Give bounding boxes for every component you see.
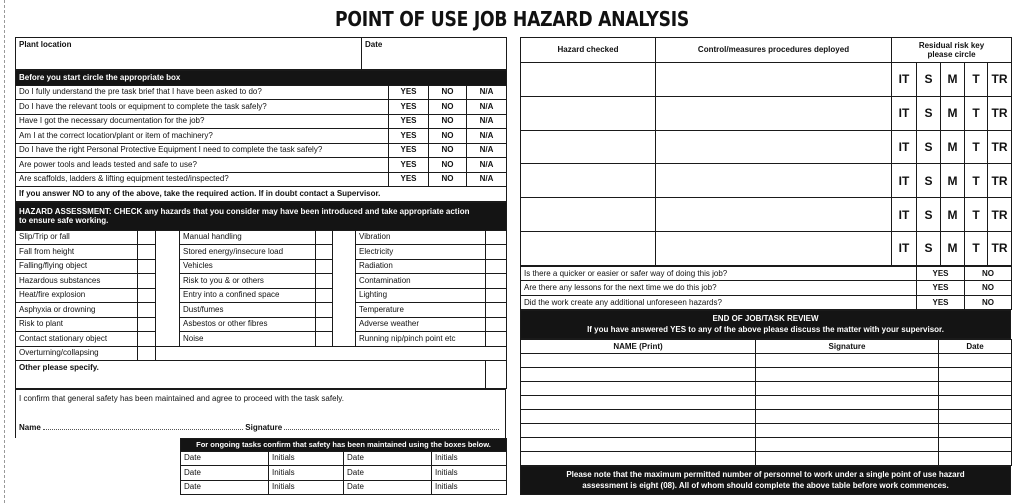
hazard-label: Radiation xyxy=(356,259,486,274)
other-checkbox[interactable] xyxy=(486,361,507,389)
ongoing-row xyxy=(181,451,507,466)
answer-yes[interactable]: YES xyxy=(389,172,429,187)
checklist-question: Am I at the correct location/plant or item of machinery? xyxy=(16,129,389,144)
hazard-checkbox[interactable] xyxy=(316,288,333,303)
checklist-question: Do I have the relevant tools or equipment to complete the task safely? xyxy=(16,100,389,115)
hazard-control-row xyxy=(521,96,1012,130)
ongoing-initials-cell[interactable]: Initials xyxy=(432,480,507,495)
hazard-label: Asbestos or other fibres xyxy=(180,317,316,332)
ongoing-initials-cell[interactable]: Initials xyxy=(432,451,507,466)
risk-key-m[interactable]: M xyxy=(941,164,965,198)
ongoing-date-cell[interactable]: Date xyxy=(181,451,269,466)
hazard-spacer xyxy=(333,317,356,332)
risk-key-t[interactable]: T xyxy=(965,63,988,97)
risk-key-t[interactable]: T xyxy=(965,198,988,232)
hazard-label: Running nip/pinch point etc xyxy=(356,332,486,347)
personnel-row xyxy=(521,382,1012,396)
hazard-checkbox[interactable] xyxy=(486,274,507,289)
date-cell[interactable] xyxy=(939,368,1012,382)
no-answer-note: If you answer NO to any of the above, take the required action. If in doubt contact a Supervisor. xyxy=(16,187,507,202)
hazard-checkbox[interactable] xyxy=(486,317,507,332)
control-measures-cell[interactable] xyxy=(656,231,892,265)
answer-na[interactable]: N/A xyxy=(467,85,507,100)
hazard-checkbox[interactable] xyxy=(316,317,333,332)
answer-no[interactable]: NO xyxy=(429,129,467,144)
hazard-empty xyxy=(156,346,507,361)
ongoing-row xyxy=(181,466,507,481)
hazard-label: Risk to you & or others xyxy=(180,274,316,289)
control-measures-cell[interactable] xyxy=(656,96,892,130)
hazard-label: Asphyxia or drowning xyxy=(16,303,138,318)
signature-label: Signature xyxy=(245,423,283,432)
answer-yes[interactable]: YES xyxy=(389,85,429,100)
name-cell[interactable] xyxy=(521,396,756,410)
risk-key-tr[interactable]: TR xyxy=(988,96,1012,130)
risk-key-tr[interactable]: TR xyxy=(988,198,1012,232)
hazard-label: Stored energy/insecure load xyxy=(180,245,316,260)
hazard-checkbox[interactable] xyxy=(138,230,156,245)
col-signature: Signature xyxy=(756,340,939,354)
hazard-checkbox[interactable] xyxy=(486,230,507,245)
name-cell[interactable] xyxy=(521,382,756,396)
hazard-spacer xyxy=(333,332,356,347)
hazard-spacer xyxy=(333,274,356,289)
risk-key-m[interactable]: M xyxy=(941,63,965,97)
hazard-row xyxy=(16,317,507,332)
hazard-row xyxy=(16,259,507,274)
risk-key-t[interactable]: T xyxy=(965,231,988,265)
review-questions-table xyxy=(520,266,1012,311)
hazard-row xyxy=(16,346,507,361)
risk-key-s[interactable]: S xyxy=(917,96,941,130)
review-no[interactable]: NO xyxy=(965,281,1012,296)
name-label: Name xyxy=(19,423,41,432)
hazard-row xyxy=(16,332,507,347)
ongoing-date-cell[interactable]: Date xyxy=(344,451,432,466)
checklist-row xyxy=(16,85,507,100)
footer-line-2: assessment is eight (08). All of whom should complete the above table before work commences. xyxy=(582,480,949,490)
hazard-label: Heat/fire explosion xyxy=(16,288,138,303)
risk-key-s[interactable]: S xyxy=(917,130,941,164)
review-row xyxy=(521,281,1012,296)
risk-key-tr[interactable]: TR xyxy=(988,231,1012,265)
personnel-limit-note xyxy=(521,467,1011,495)
answer-yes[interactable]: YES xyxy=(389,143,429,158)
hazard-row xyxy=(16,274,507,289)
please-circle-label: please circle xyxy=(927,50,976,59)
end-review-title: END OF JOB/TASK REVIEW xyxy=(712,314,819,324)
answer-na[interactable]: N/A xyxy=(467,172,507,187)
answer-yes[interactable]: YES xyxy=(389,114,429,129)
review-yes[interactable]: YES xyxy=(917,281,965,296)
hazard-checkbox[interactable] xyxy=(316,332,333,347)
col-residual-risk xyxy=(892,38,1012,63)
date-cell[interactable] xyxy=(939,452,1012,466)
signature-cell[interactable] xyxy=(756,354,939,368)
answer-no[interactable]: NO xyxy=(429,100,467,115)
risk-key-t[interactable]: T xyxy=(965,164,988,198)
answer-no[interactable]: NO xyxy=(429,158,467,173)
hazard-checked-cell[interactable] xyxy=(521,96,656,130)
answer-no[interactable]: NO xyxy=(429,172,467,187)
personnel-table xyxy=(520,339,1012,466)
hazard-header-line-1: HAZARD ASSESSMENT: CHECK any hazards that you consider may have been introduced and take appropriate action xyxy=(19,206,470,216)
review-question: Is there a quicker or easier or safer way of doing this job? xyxy=(521,266,917,281)
hazard-checked-cell[interactable] xyxy=(521,198,656,232)
right-panel xyxy=(520,37,1011,495)
risk-key-m[interactable]: M xyxy=(941,130,965,164)
hazard-control-row xyxy=(521,63,1012,97)
col-control-measures: Control/measures procedures deployed xyxy=(656,38,892,63)
hazard-spacer xyxy=(156,259,180,274)
hazard-checkbox[interactable] xyxy=(486,332,507,347)
hazard-spacer xyxy=(156,230,180,245)
hazard-spacer xyxy=(156,317,180,332)
other-specify-field[interactable] xyxy=(16,361,486,389)
ongoing-header: For ongoing tasks confirm that safety has been maintained using the boxes below. xyxy=(181,438,507,451)
checklist-row xyxy=(16,143,507,158)
hazard-control-row xyxy=(521,198,1012,232)
date-cell[interactable] xyxy=(939,382,1012,396)
risk-key-t[interactable]: T xyxy=(965,130,988,164)
hazard-label: Fall from height xyxy=(16,245,138,260)
hazard-label: Vehicles xyxy=(180,259,316,274)
before-start-header: Before you start circle the appropriate box xyxy=(16,71,507,86)
confirmation-box xyxy=(16,390,506,438)
risk-key-m[interactable]: M xyxy=(941,96,965,130)
risk-key-s[interactable]: S xyxy=(917,63,941,97)
hazard-control-row xyxy=(521,164,1012,198)
risk-key-it[interactable]: IT xyxy=(892,198,917,232)
hazard-label: Electricity xyxy=(356,245,486,260)
signature-cell[interactable] xyxy=(756,438,939,452)
hazard-checked-cell[interactable] xyxy=(521,63,656,97)
answer-na[interactable]: N/A xyxy=(467,143,507,158)
hazard-row xyxy=(16,230,507,245)
answer-yes[interactable]: YES xyxy=(389,100,429,115)
hazard-row xyxy=(16,288,507,303)
hazard-checkbox[interactable] xyxy=(138,259,156,274)
hazard-spacer xyxy=(333,259,356,274)
page-title: POINT OF USE JOB HAZARD ANALYSIS xyxy=(335,7,689,31)
ongoing-date-cell[interactable]: Date xyxy=(181,480,269,495)
hazard-assessment-table xyxy=(15,202,507,390)
plant-location-label: Plant location xyxy=(19,40,72,49)
answer-yes[interactable]: YES xyxy=(389,129,429,144)
signature-cell[interactable] xyxy=(756,410,939,424)
review-row xyxy=(521,266,1012,281)
answer-na[interactable]: N/A xyxy=(467,158,507,173)
personnel-row xyxy=(521,452,1012,466)
ongoing-initials-cell[interactable]: Initials xyxy=(269,466,344,481)
end-review-table xyxy=(520,310,1011,339)
checklist-question: Do I have the right Personal Protective Equipment I need to complete the task safely? xyxy=(16,143,389,158)
ongoing-date-cell[interactable]: Date xyxy=(344,480,432,495)
personnel-row xyxy=(521,396,1012,410)
hazard-label: Lighting xyxy=(356,288,486,303)
review-question: Did the work create any additional unforeseen hazards? xyxy=(521,295,917,310)
ongoing-date-cell[interactable]: Date xyxy=(344,466,432,481)
risk-key-it[interactable]: IT xyxy=(892,164,917,198)
checklist-question: Do I fully understand the pre task brief that I have been asked to do? xyxy=(16,85,389,100)
personnel-row xyxy=(521,438,1012,452)
col-date: Date xyxy=(939,340,1012,354)
ongoing-row xyxy=(181,480,507,495)
hazard-checked-cell[interactable] xyxy=(521,130,656,164)
hazard-checkbox[interactable] xyxy=(486,245,507,260)
checklist-row xyxy=(16,129,507,144)
checklist-question: Are scaffolds, ladders & lifting equipment tested/inspected? xyxy=(16,172,389,187)
cut-line xyxy=(4,0,5,503)
confirmation-text: I confirm that general safety has been maintained and agree to proceed with the task safely. xyxy=(19,394,344,403)
plant-location-field[interactable] xyxy=(16,38,362,70)
hazard-spacer xyxy=(333,288,356,303)
answer-na[interactable]: N/A xyxy=(467,114,507,129)
review-no[interactable]: NO xyxy=(965,266,1012,281)
risk-key-t[interactable]: T xyxy=(965,96,988,130)
signature-cell[interactable] xyxy=(756,368,939,382)
answer-yes[interactable]: YES xyxy=(389,158,429,173)
plant-table xyxy=(15,37,507,70)
date-field[interactable] xyxy=(362,38,507,70)
hazard-label: Manual handling xyxy=(180,230,316,245)
hazard-checkbox[interactable] xyxy=(316,303,333,318)
risk-key-s[interactable]: S xyxy=(917,231,941,265)
answer-no[interactable]: NO xyxy=(429,114,467,129)
signature-cell[interactable] xyxy=(756,396,939,410)
hazard-checkbox[interactable] xyxy=(138,346,156,361)
signature-cell[interactable] xyxy=(756,382,939,396)
hazard-checkbox[interactable] xyxy=(316,274,333,289)
hazard-label: Risk to plant xyxy=(16,317,138,332)
signature-line[interactable] xyxy=(284,422,499,430)
control-measures-cell[interactable] xyxy=(656,198,892,232)
hazard-label: Noise xyxy=(180,332,316,347)
hazard-control-table xyxy=(520,37,1012,266)
hazard-control-row xyxy=(521,231,1012,265)
hazard-spacer xyxy=(333,303,356,318)
checklist-row xyxy=(16,158,507,173)
hazard-spacer xyxy=(156,332,180,347)
ongoing-initials-cell[interactable]: Initials xyxy=(432,466,507,481)
ongoing-date-cell[interactable]: Date xyxy=(181,466,269,481)
hazard-spacer xyxy=(156,245,180,260)
review-yes[interactable]: YES xyxy=(917,295,965,310)
name-cell[interactable] xyxy=(521,438,756,452)
hazard-label: Entry into a confined space xyxy=(180,288,316,303)
name-cell[interactable] xyxy=(521,424,756,438)
ongoing-table xyxy=(180,438,507,496)
risk-key-it[interactable]: IT xyxy=(892,63,917,97)
review-question: Are there any lessons for the next time we do this job? xyxy=(521,281,917,296)
other-specify-label: Other please specify. xyxy=(19,363,99,372)
checklist-row xyxy=(16,100,507,115)
control-measures-cell[interactable] xyxy=(656,63,892,97)
answer-no[interactable]: NO xyxy=(429,85,467,100)
hazard-assessment-header xyxy=(16,202,507,230)
hazard-header-line-2: to ensure safe working. xyxy=(19,216,109,225)
personnel-row xyxy=(521,354,1012,368)
checklist-row xyxy=(16,114,507,129)
ongoing-initials-cell[interactable]: Initials xyxy=(269,451,344,466)
hazard-checkbox[interactable] xyxy=(138,288,156,303)
date-cell[interactable] xyxy=(939,438,1012,452)
name-cell[interactable] xyxy=(521,452,756,466)
checklist-question: Have I got the necessary documentation for the job? xyxy=(16,114,389,129)
date-cell[interactable] xyxy=(939,424,1012,438)
hazard-checkbox[interactable] xyxy=(138,303,156,318)
control-measures-cell[interactable] xyxy=(656,164,892,198)
review-no[interactable]: NO xyxy=(965,295,1012,310)
hazard-checkbox[interactable] xyxy=(486,259,507,274)
col-hazard-checked: Hazard checked xyxy=(521,38,656,63)
hazard-checked-cell[interactable] xyxy=(521,231,656,265)
hazard-spacer xyxy=(333,230,356,245)
hazard-spacer xyxy=(156,288,180,303)
checklist-row xyxy=(16,172,507,187)
risk-key-m[interactable]: M xyxy=(941,231,965,265)
date-cell[interactable] xyxy=(939,354,1012,368)
end-review-header xyxy=(521,311,1011,339)
hazard-label: Adverse weather xyxy=(356,317,486,332)
risk-key-s[interactable]: S xyxy=(917,198,941,232)
name-line[interactable] xyxy=(43,422,243,430)
signature-cell[interactable] xyxy=(756,452,939,466)
hazard-checkbox[interactable] xyxy=(138,245,156,260)
hazard-label: Overturning/collapsing xyxy=(16,346,138,361)
name-cell[interactable] xyxy=(521,368,756,382)
checklist-question: Are power tools and leads tested and safe to use? xyxy=(16,158,389,173)
hazard-row xyxy=(16,303,507,318)
end-review-instruction: If you have answered YES to any of the above please discuss the matter with your supervisor. xyxy=(587,324,944,334)
review-row xyxy=(521,295,1012,310)
hazard-row xyxy=(16,245,507,260)
hazard-spacer xyxy=(156,303,180,318)
hazard-label: Dust/fumes xyxy=(180,303,316,318)
hazard-label: Hazardous substances xyxy=(16,274,138,289)
col-name-print: NAME (Print) xyxy=(521,340,756,354)
hazard-checkbox[interactable] xyxy=(316,245,333,260)
pre-task-checklist xyxy=(15,70,507,202)
risk-key-it[interactable]: IT xyxy=(892,130,917,164)
name-cell[interactable] xyxy=(521,354,756,368)
hazard-checkbox[interactable] xyxy=(486,303,507,318)
hazard-label: Contact stationary object xyxy=(16,332,138,347)
hazard-checkbox[interactable] xyxy=(486,288,507,303)
hazard-checkbox[interactable] xyxy=(138,274,156,289)
ongoing-initials-cell[interactable]: Initials xyxy=(269,480,344,495)
hazard-label: Vibration xyxy=(356,230,486,245)
hazard-spacer xyxy=(156,274,180,289)
risk-key-it[interactable]: IT xyxy=(892,231,917,265)
risk-key-s[interactable]: S xyxy=(917,164,941,198)
hazard-control-row xyxy=(521,130,1012,164)
signature-cell[interactable] xyxy=(756,424,939,438)
hazard-label: Slip/Trip or fall xyxy=(16,230,138,245)
risk-key-tr[interactable]: TR xyxy=(988,164,1012,198)
hazard-checkbox[interactable] xyxy=(316,259,333,274)
hazard-label: Temperature xyxy=(356,303,486,318)
name-cell[interactable] xyxy=(521,410,756,424)
hazard-checkbox[interactable] xyxy=(316,230,333,245)
hazard-label: Falling/flying object xyxy=(16,259,138,274)
date-cell[interactable] xyxy=(939,410,1012,424)
personnel-row xyxy=(521,410,1012,424)
hazard-checkbox[interactable] xyxy=(138,317,156,332)
personnel-row xyxy=(521,368,1012,382)
hazard-checkbox[interactable] xyxy=(138,332,156,347)
hazard-checked-cell[interactable] xyxy=(521,164,656,198)
risk-key-tr[interactable]: TR xyxy=(988,130,1012,164)
footer-line-1: Please note that the maximum permitted number of personnel to work under a single point of use hazard xyxy=(566,470,965,480)
review-yes[interactable]: YES xyxy=(917,266,965,281)
personnel-row xyxy=(521,424,1012,438)
risk-key-it[interactable]: IT xyxy=(892,96,917,130)
left-panel xyxy=(15,37,506,495)
residual-risk-key-label: Residual risk key xyxy=(918,40,985,50)
answer-na[interactable]: N/A xyxy=(467,100,507,115)
risk-key-m[interactable]: M xyxy=(941,198,965,232)
date-label: Date xyxy=(365,40,383,49)
answer-na[interactable]: N/A xyxy=(467,129,507,144)
answer-no[interactable]: NO xyxy=(429,143,467,158)
confirmation-table xyxy=(15,389,506,438)
footer-note-table xyxy=(520,466,1011,495)
control-measures-cell[interactable] xyxy=(656,130,892,164)
risk-key-tr[interactable]: TR xyxy=(988,63,1012,97)
date-cell[interactable] xyxy=(939,396,1012,410)
hazard-label: Contamination xyxy=(356,274,486,289)
hazard-spacer xyxy=(333,245,356,260)
